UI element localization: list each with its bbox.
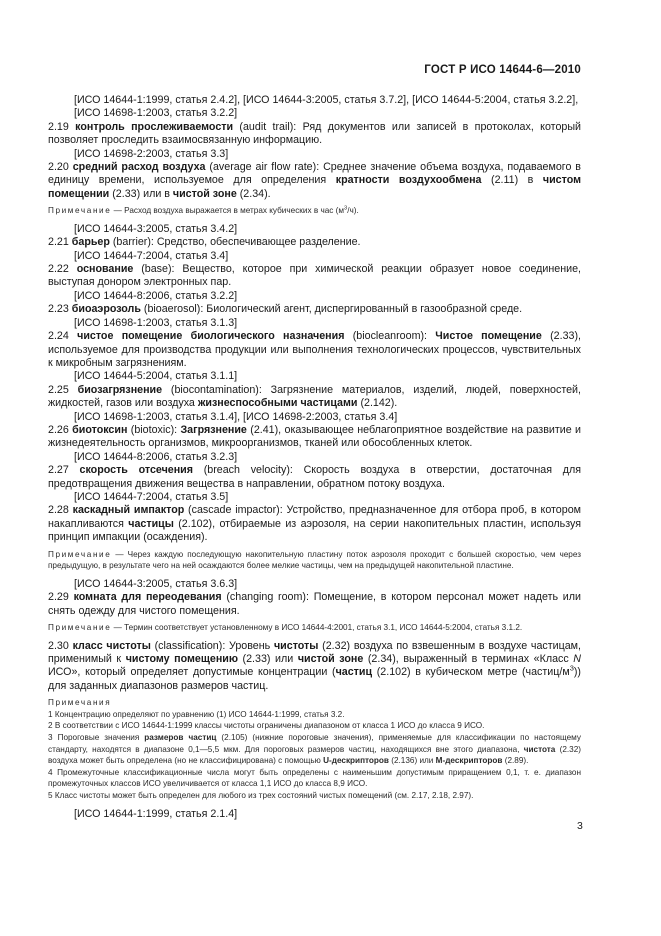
document-body	[48, 94, 581, 821]
source-reference: [ИСО 14644-8:2006, статья 3.2.2]	[74, 289, 238, 302]
source-reference: [ИСО 14698-1:2003, статья 3.1.3]	[74, 316, 238, 329]
note: Примечание — Через каждую последующую накопительную пластину поток аэрозоля проходит с большей скоростью, чем через предыдущую, в результате чего на ней осаждаются более мелкие частицы, чем на предыдущей накопительной пластине.	[48, 549, 581, 571]
source-reference: [ИСО 14644-1:1999, статья 2.4.2], [ИСО 14644-3:2005, статья 3.7.2], [ИСО 14644-5:2004, статья 3.2.2], [ИСО 14698-1:2003, статья 3.2.2]	[74, 94, 579, 120]
note: Примечание — Расход воздуха выражается в метрах кубических в час $(м^3/ч)$.	[48, 205, 359, 216]
term-definition: 2.24 чистое помещение биологического назначения (biocleanroom): Чистое помещение (2.33), используемое для производства продукции или выполнения технологических процессов, чувствительных к микробным загрязнениям.	[48, 330, 581, 369]
source-reference: [ИСО 14644-7:2004, статья 3.5]	[74, 490, 229, 503]
source-reference: [ИСО 14644-1:1999, статья 2.1.4]	[74, 807, 238, 820]
source-reference: [ИСО 14644-5:2004, статья 3.1.1]	[74, 370, 238, 383]
note: Примечание — Термин соответствует установленному в ИСО 14644-4:2001, статья 3.1, ИСО 14644-5:2004, статья 3.1.2.	[48, 623, 523, 632]
document-header: ГОСТ Р ИСО 14644-6—2010	[424, 64, 581, 76]
term-definition: 2.19 контроль прослеживаемости (audit trail): Ряд документов или записей в протоколах, который позволяет проследить взаимосвязанную информацию.	[48, 120, 581, 147]
source-reference: [ИСО 14644-8:2006, статья 3.2.3]	[74, 450, 238, 463]
term-definition: 2.22 основание (base): Вещество, которое при химической реакции образует новое соединение, выступая донором электронных пар.	[48, 263, 581, 289]
term-definition: 2.29 комната для переодевания (changing room): Помещение, в котором персонал может надеть или снять одежду для чистого помещения.	[48, 591, 581, 617]
source-reference: [ИСО 14644-3:2005, статья 3.4.2]	[74, 222, 238, 235]
source-reference: [ИСО 14644-3:2005, статья 3.6.3]	[74, 577, 238, 590]
term-definition: 2.20 средний расход воздуха (average air flow rate): Среднее значение объема воздуха, подаваемого в единицу времени, используемое для определения кратности воздухообмена (2.11) в чистом помещении (2.33) или в чистой зоне (2.34).	[48, 161, 581, 200]
source-reference: [ИСО 14698-1:2003, статья 3.1.4], [ИСО 14698-2:2003, статья 3.4]	[74, 410, 398, 423]
term-definition: 2.21 барьер (barrier): Средство, обеспечивающее разделение.	[48, 236, 361, 249]
term-definition: 2.28 каскадный импактор (cascade impactor): Устройство, предназначенное для отбора проб, в котором накапливаются частицы (2.102), отбираемые из аэрозоля, на серии накопительных пластин, используя принцип импакции (осаждения).	[48, 504, 581, 544]
source-reference: [ИСО 14698-2:2003, статья 3.3]	[74, 147, 229, 160]
source-reference: [ИСО 14644-7:2004, статья 3.4]	[74, 249, 229, 262]
term-definition: 2.26 биотоксин (biotoxic): Загрязнение (2.41), оказывающее неблагоприятное воздействие на развитие и жизнедеятельность организмов, микроорганизмов, тканей или обособленных клеток.	[48, 423, 581, 450]
term-definition: 2.25 биозагрязнение (biocontamination): Загрязнение материалов, изделий, людей, поверхностей, жидкостей, газов или воздуха жизнеспособными частицами (2.142).	[48, 383, 581, 410]
term-definition: 2.30 класс чистоты (classification): Уровень чистоты (2.32) воздуха по взвешенным в воздухе частицам, применимый к чистому помещению (2.33) или чистой зоне (2.34), выраженный в терминах «Класс N ИСО», который определяет допустимые концентрации (частиц (2.102) в кубическом метре $(частиц/м^3)$) для заданных диапазонов размеров частиц.	[48, 639, 582, 692]
page-number: 3	[577, 820, 583, 832]
note: Примечания 1 Концентрацию определяют по уравнению (1) ИСО 14644-1:1999, статья 3.2. 2 В соответствии с ИСО 14644-1:1999 классы чистоты ограничены диапазоном от класса 1 ИСО до класса 9 ИСО. 3 Пороговые значения размеров частиц (2.105) (нижние пороговые значения), применяемые для классификации по настоящему стандарту, находятся в диапазоне 0,1—5,5 мкм. Для пороговых размеров частиц, находящихся вне этого диапазона, чистота (2.32) воздуха может быть определена (но не классифицирована) с помощью U-дескрипторов (2.136) или М-дескрипторов (2.89). 4 Промежуточные классификационные числа могут быть определены с наименьшим допустимым приращением 0,1, т. е. диапазон промежуточных классов ИСО увеличивается от класса 1,1 ИСО до класса 8,9 ИСО. 5 Класс чистоты может быть определен для любого из трех состояний чистых помещений (см. 2.17, 2.18, 2.97).	[48, 698, 581, 800]
term-definition: 2.23 биоаэрозоль (bioaerosol): Биологический агент, диспергированный в газообразной среде.	[48, 303, 523, 316]
term-definition: 2.27 скорость отсечения (breach velocity): Скорость воздуха в отверстии, достаточная для предотвращения движения вещества в направлении, обратном потоку воздуха.	[48, 464, 581, 490]
